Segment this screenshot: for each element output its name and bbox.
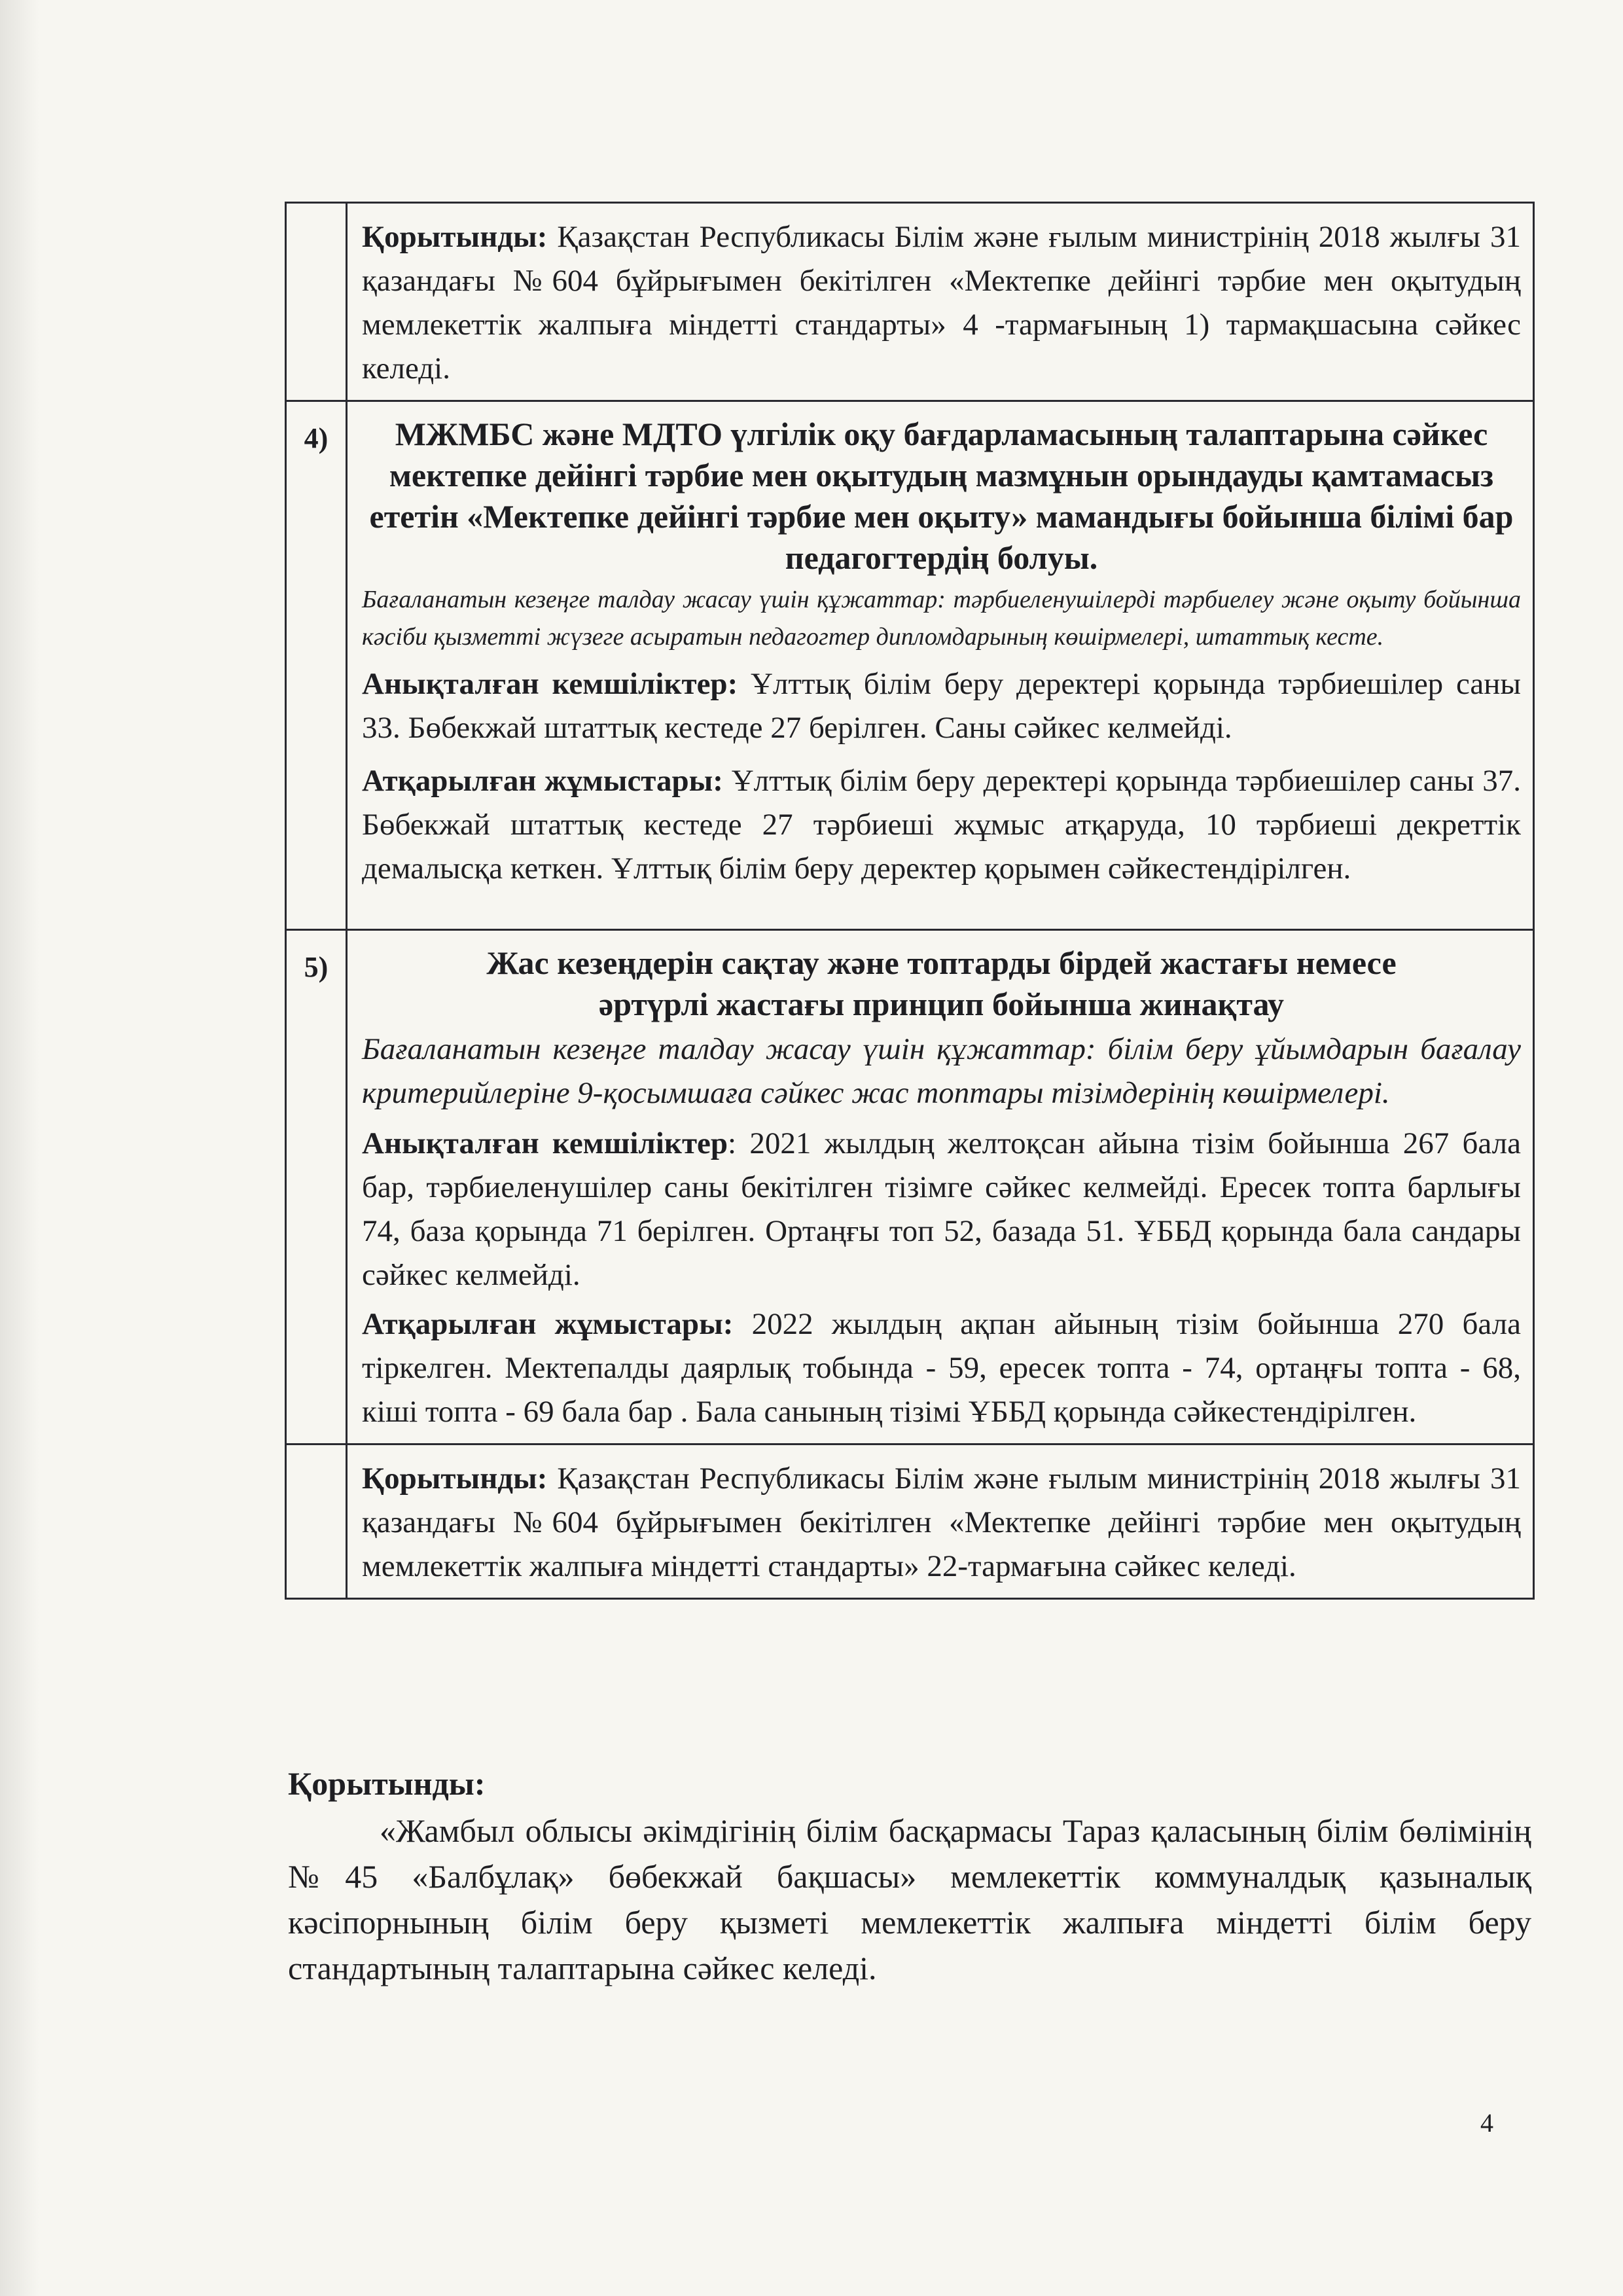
documents-note: Бағаланатын кезеңге талдау жасау үшін құжаттар: білім беру ұйымдарын бағалау критерийлеріне 9-қосымшаға сәйкес жас топтары тізімдерінің көшірмелері.: [362, 1032, 1521, 1110]
conclusion-cell: [347, 1444, 1534, 1599]
row-number: 5): [286, 930, 347, 1444]
findings-label: Анықталған кемшіліктер: [362, 1126, 728, 1160]
scan-edge-shadow: [0, 0, 39, 2296]
criterion-cell: [347, 930, 1534, 1444]
actions-label: Атқарылған жұмыстары:: [362, 764, 723, 798]
conclusion-label: Қорытынды:: [362, 220, 548, 254]
conclusion-cell: [347, 203, 1534, 401]
row-number: 4): [286, 401, 347, 930]
row-number-cell: [286, 1444, 347, 1599]
actions-text: 2022 жылдың ақпан айының тізім бойынша 270 бала тіркелген. Мектепалды даярлық тобында - 59, ересек топта - 74, ортаңғы топта - 68, кіші топта - 69 бала бар . Бала санының тізімі ҰББД қорында сәйкестендірілген.: [362, 1307, 1521, 1429]
page-number: 4: [1480, 2108, 1493, 2138]
row-number-cell: [286, 203, 347, 401]
findings-text: : 2021 жылдың желтоқсан айына тізім бойынша 267 бала бар, тәрбиеленушілер саны бекітілген тізімге сәйкес келмейді. Ересек топта барлығы 74, база қорында 71 берілген. Ортаңғы топ 52, базада 51. ҰББД қорында бала сандары сәйкес келмейді.: [362, 1126, 1521, 1292]
conclusion-text: Қазақстан Республикасы Білім және ғылым министрінің 2018 жылғы 31 қазандағы №604 бұйрығымен бекітілген «Мектепке дейінгі тәрбие мен оқытудың мемлекеттік жалпыға міндетті стандарты» 22-тармағына сәйкес келеді.: [362, 1462, 1521, 1583]
findings-text: Ұлттық білім беру деректері қорында тәрбиешілер саны 33. Бөбекжай штаттық кестеде 27 берілген. Саны сәйкес келмейді.: [362, 667, 1521, 745]
actions-text: Ұлттық білім беру деректері қорында тәрбиешілер саны 37. Бөбекжай штаттық кестеде 27 тәрбиеші жұмыс атқаруда, 10 тәрбиеші декреттік демалысқа кеткен. Ұлттық білім беру деректер қорымен сәйкестендірілген.: [362, 764, 1521, 886]
final-conclusion: [288, 1761, 1531, 1991]
table-row: [286, 203, 1534, 401]
table-row: [286, 1444, 1534, 1599]
criterion-heading: Жас кезеңдерін сақтау және топтарды бірдей жастағы немесе әртүрлі жастағы принцип бойынша жинақтау: [486, 944, 1397, 1022]
criterion-cell: [347, 401, 1534, 930]
findings-label: Анықталған кемшіліктер:: [362, 667, 738, 701]
final-conclusion-text: «Жамбыл облысы әкімдігінің білім басқармасы Тараз қаласының білім бөлімінің №45 «Балбұлақ» бөбекжай бақшасы» мемлекеттік коммуналдық қазыналық кәсіпорнының білім беру қызметі мемлекеттік жалпыға міндетті білім беру стандартының талаптарына сәйкес келеді.: [288, 1812, 1531, 1986]
conclusion-text: Қазақстан Республикасы Білім және ғылым министрінің 2018 жылғы 31 қазандағы №604 бұйрығымен бекітілген «Мектепке дейінгі тәрбие мен оқытудың мемлекеттік жалпыға міндетті стандарты» 4 -тармағының 1) тармақшасына сәйкес келеді.: [362, 220, 1521, 386]
actions-label: Атқарылған жұмыстары:: [362, 1307, 734, 1341]
table-row: [286, 401, 1534, 930]
final-conclusion-title: Қорытынды:: [288, 1765, 486, 1802]
conclusion-label: Қорытынды:: [362, 1462, 548, 1496]
table-row: [286, 930, 1534, 1444]
documents-note: Бағаланатын кезеңге талдау жасау үшін құжаттар: тәрбиеленушілерді тәрбиелеу және оқыту бойынша кәсіби қызметті жүзеге асыратын педагогтер дипломдарының көшірмелері, штаттық кесте.: [362, 586, 1521, 651]
criterion-heading: МЖМБС және МДТО үлгілік оқу бағдарламасының талаптарына сәйкес мектепке дейінгі тәрбие мен оқытудың мазмұнын орындауды қамтамасыз ететін «Мектепке дейінгі тәрбие мен оқыту» мамандығы бойынша білімі бар педагогтердің болуы.: [369, 416, 1514, 576]
evaluation-table: [285, 202, 1535, 1600]
